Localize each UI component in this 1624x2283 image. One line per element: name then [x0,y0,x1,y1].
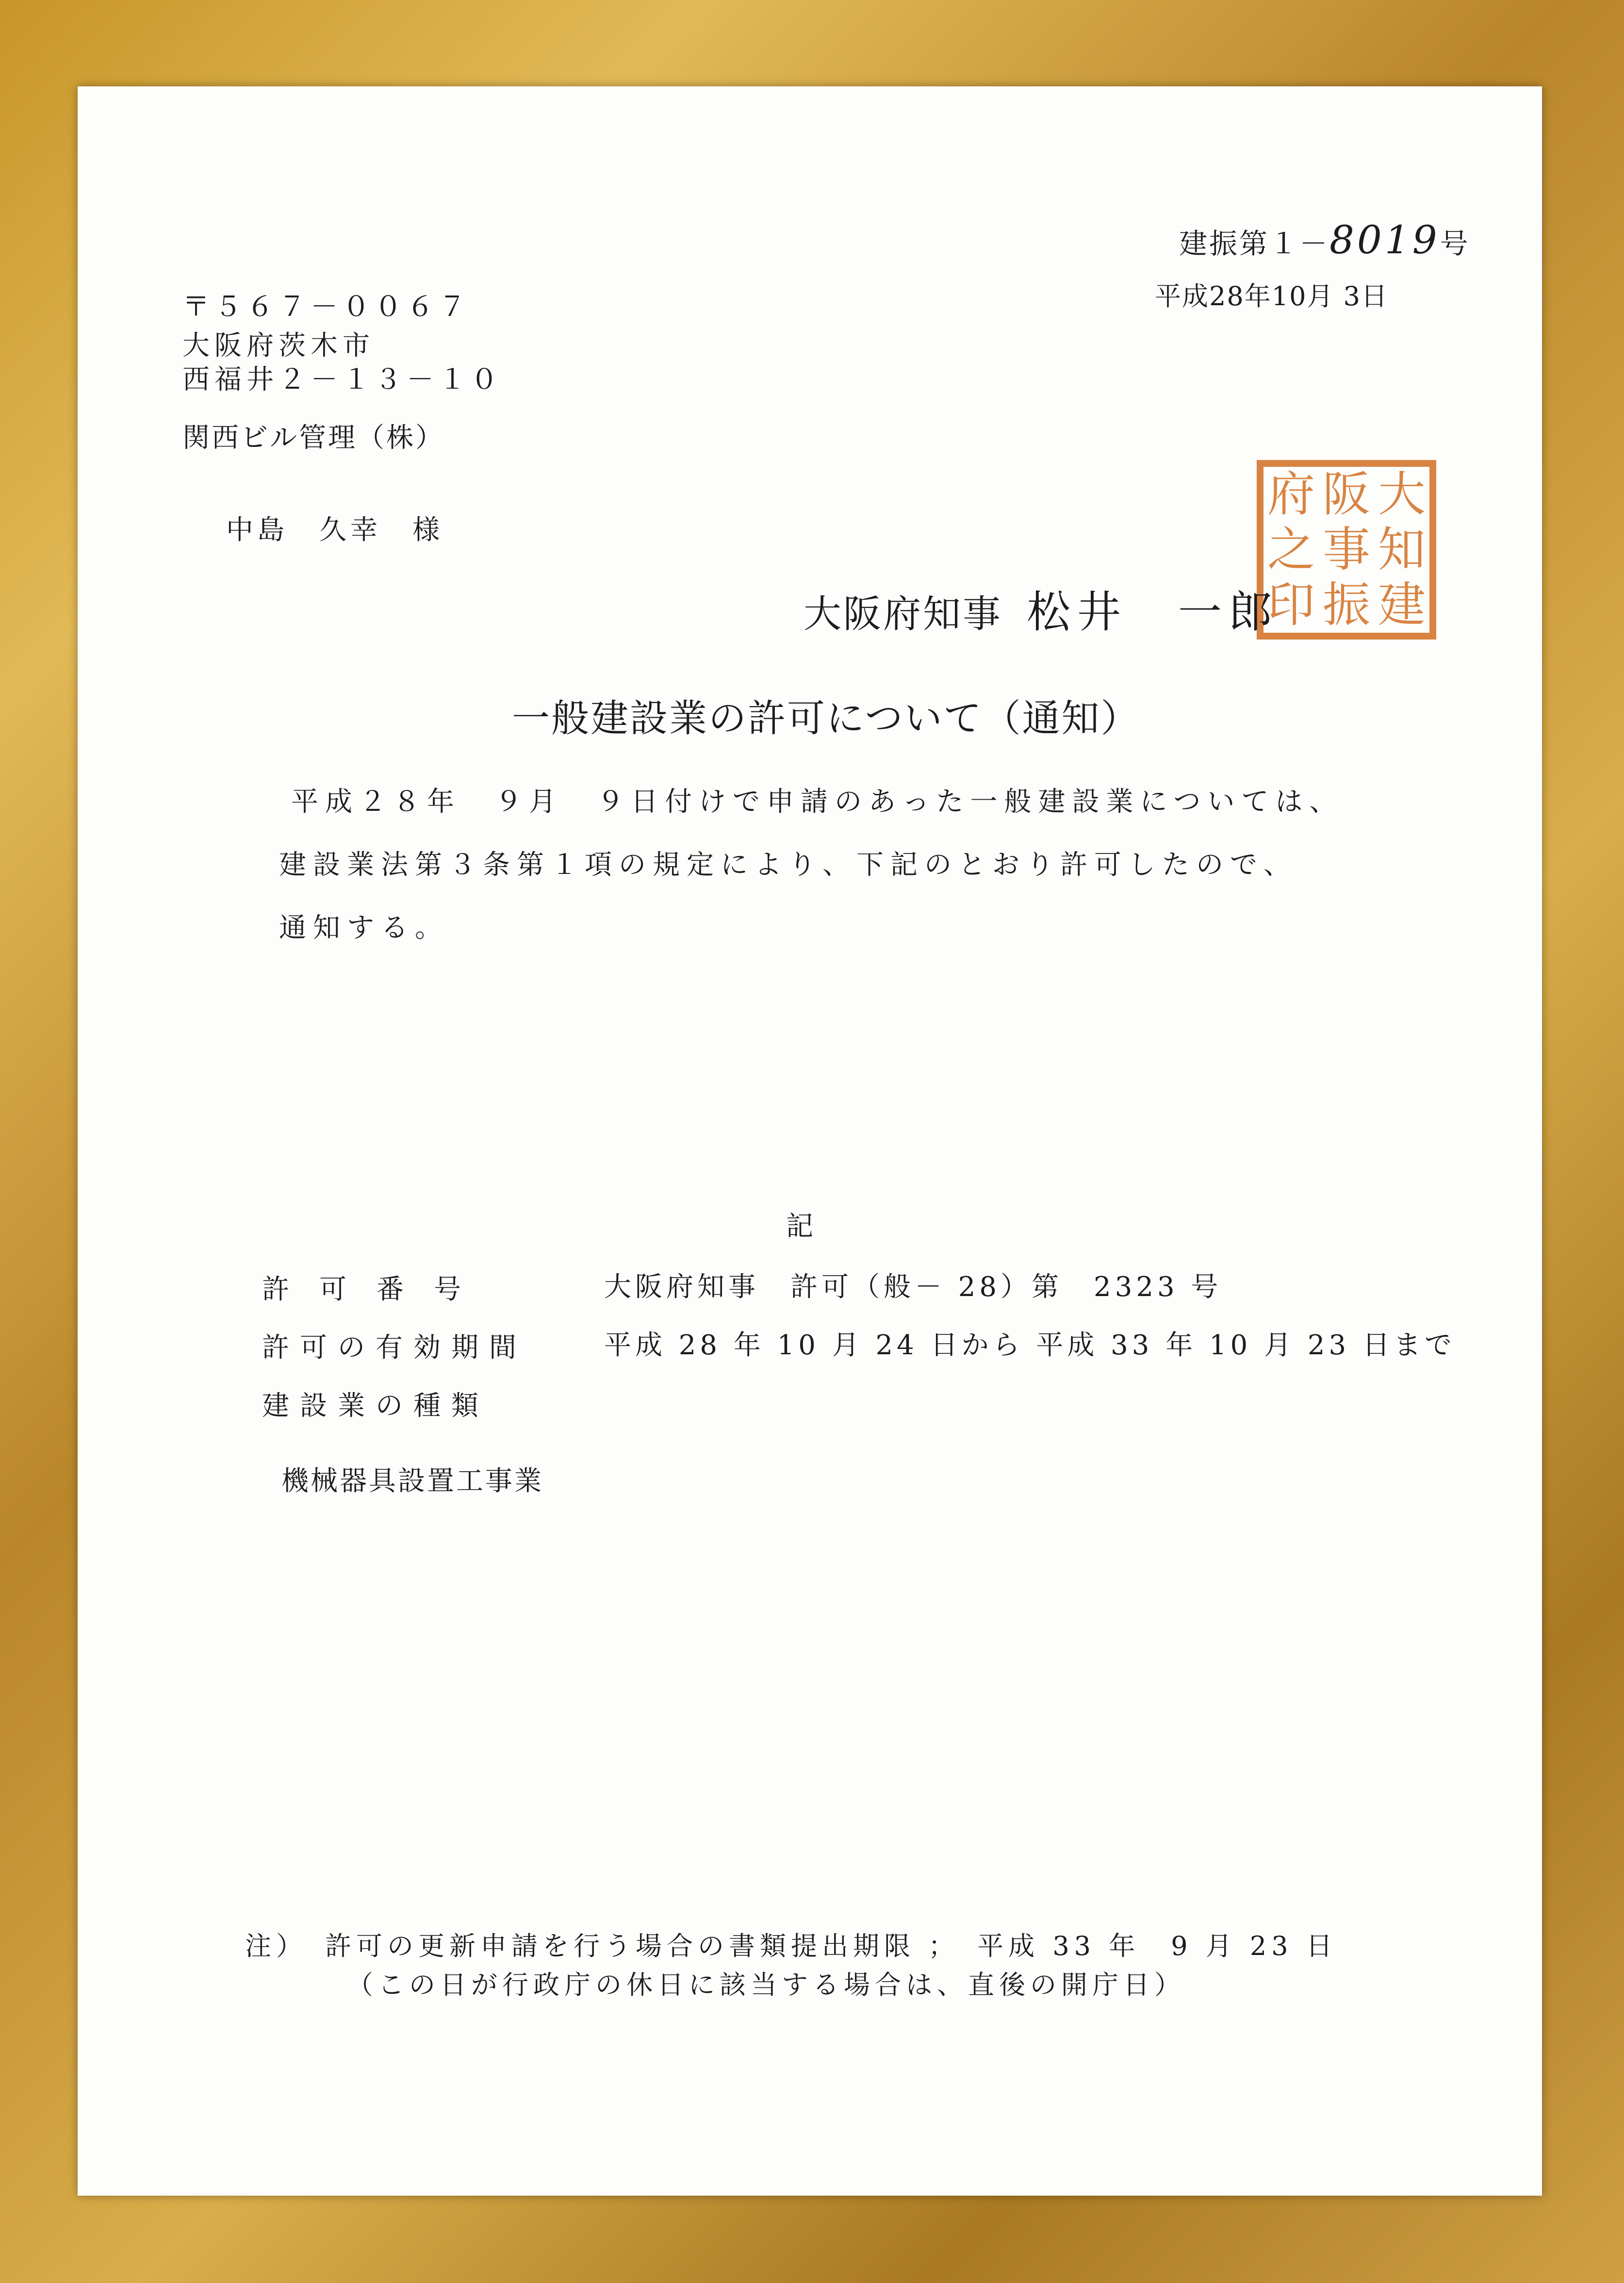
note-line-1: 注） 許可の更新申請を行う場合の書類提出期限 ； 平成 33 年 9 月 23 日 [245,1931,1337,1961]
business-type-label: 建設業の種類 [262,1390,489,1422]
postal-code: 〒５６７－００６７ [182,291,471,323]
body-line-3: 通知する。 [279,912,449,944]
document-date: 平成28年10月 3日 [1155,281,1388,312]
validity-value: 平成 28 年 10 月 24 日から 平成 33 年 10 月 23 日まで [604,1330,1456,1361]
document-paper [78,86,1542,2196]
official-seal: 府 阪 大 之 事 知 印 振 建 [1257,460,1436,640]
address-line-2: 西福井２－１３－１０ [182,364,503,395]
reference-number [1179,217,1470,263]
issuer-name: 松井 一郎 [1027,587,1280,638]
recipient-company: 関西ビル管理（株） [182,422,444,454]
recipient-person: 中島 久幸 様 [226,514,443,546]
address-line-1: 大阪府茨木市 [182,330,375,361]
body-line-2: 建設業法第３条第１項の規定により、下記のとおり許可したので、 [279,849,1297,881]
validity-label: 許可の有効期間 [262,1332,527,1363]
reference-prefix: 建振第１－ [1179,227,1330,260]
permit-number-label: 許可番号 [262,1274,491,1305]
business-type-value: 機械器具設置工事業 [281,1465,543,1497]
document-title: 一般建設業の許可について（通知） [512,697,1140,740]
note-line-2: （この日が行政庁の休日に該当する場合は、直後の開庁日） [347,1970,1185,2000]
permit-number-value: 大阪府知事 許可（般－ 28）第 2323 号 [604,1271,1222,1303]
reference-handwritten-number: 8019 [1329,217,1440,263]
body-line-1: 平成２８年 ９月 ９日付けで申請のあった一般建設業については、 [291,786,1344,818]
ki-heading: 記 [786,1211,813,1242]
issuer [804,576,1279,640]
issuer-title: 大阪府知事 [804,592,1003,636]
reference-suffix: 号 [1440,227,1470,260]
